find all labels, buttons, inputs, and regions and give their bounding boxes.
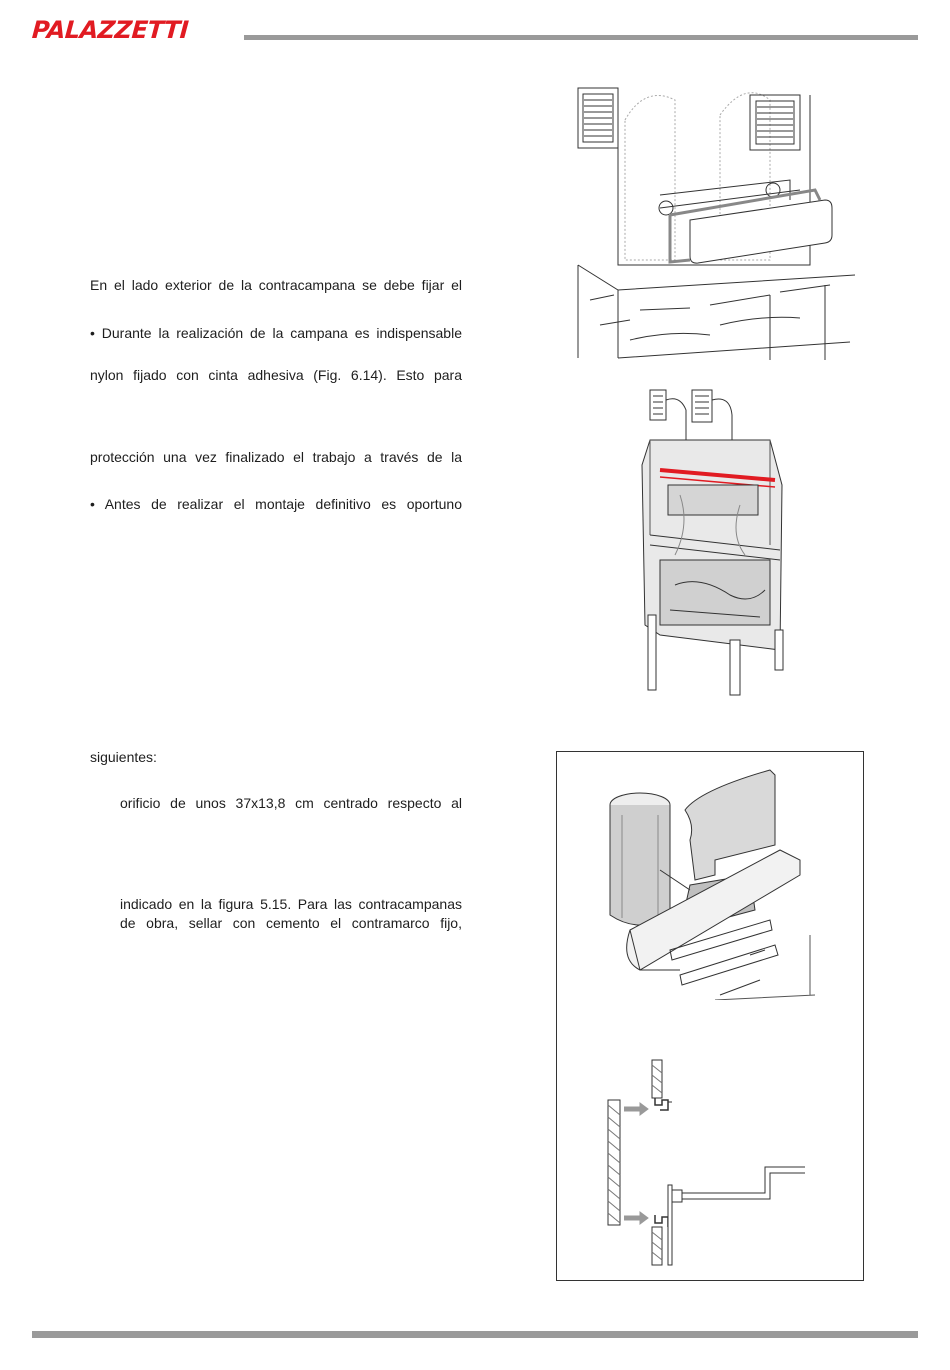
text-line-durante: • Durante la realización de la campana es indispensable xyxy=(90,325,462,341)
text-line-siguientes: siguientes: xyxy=(90,749,157,765)
text-line-nylon: nylon fijado con cinta adhesiva (Fig. 6.14). Esto para xyxy=(90,367,462,383)
footer-rule xyxy=(32,1331,918,1338)
text-line-proteccion: protección una vez finalizado el trabajo a través de la xyxy=(90,449,462,465)
header-rule xyxy=(244,35,918,40)
text-line-obra: de obra, sellar con cemento el contramarco fijo, xyxy=(120,915,462,931)
text-line-indicado: indicado en la figura 5.15. Para las contracampanas xyxy=(120,896,462,912)
text-line-exterior: En el lado exterior de la contracampana se debe fijar el xyxy=(90,277,462,293)
brand-logo: PALAZZETTI xyxy=(31,16,190,44)
frame-section-detail-icon xyxy=(600,1055,815,1270)
chimney-hood-grilles-icon xyxy=(570,80,855,365)
text-line-antes: • Antes de realizar el montaje definitivo es oportuno xyxy=(90,496,462,512)
text-line-orificio: orificio de unos 37x13,8 cm centrado respecto al xyxy=(120,795,462,811)
frame-installation-icon xyxy=(600,760,820,1000)
fireplace-nylon-cover-icon xyxy=(620,385,800,700)
